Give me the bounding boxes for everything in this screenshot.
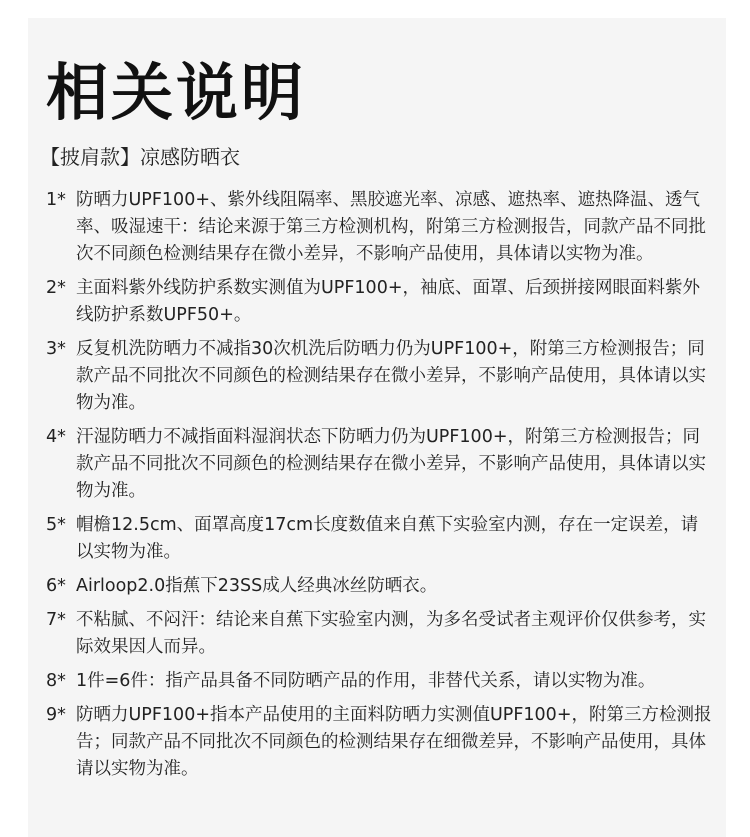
note-number: 1* [46,190,66,210]
note-number: 2* [46,278,66,298]
note-number: 8* [46,671,66,691]
note-text: 防晒力UPF100+指本产品使用的主面料防晒力实测值UPF100+，附第三方检测报告；同款产品不同批次不同颜色的检测结果存在细微差异，不影响产品使用，具体请以实物为准。 [76,705,712,779]
note-text: 主面料紫外线防护系数实测值为UPF100+，袖底、面罩、后颈拼接网眼面料紫外线防护系数UPF50+。 [76,278,700,325]
product-subtitle: 【披肩款】凉感防晒衣 [40,145,240,169]
list-item [40,424,712,505]
note-number: 5* [46,515,66,535]
note-text: Airloop2.0指蕉下23SS成人经典冰丝防晒衣。 [76,576,438,596]
list-item [40,275,712,329]
note-number: 7* [46,610,66,630]
page-title: 相关说明 [46,56,307,129]
list-item [40,187,712,268]
notes-list [40,187,712,790]
note-text: 1件=6件：指产品具备不同防晒产品的作用，非替代关系，请以实物为准。 [76,671,656,691]
note-text: 不粘腻、不闷汗：结论来自蕉下实验室内测，为多名受试者主观评价仅供参考，实际效果因人而异。 [76,610,706,657]
note-text: 反复机洗防晒力不减指30次机洗后防晒力仍为UPF100+，附第三方检测报告；同款产品不同批次不同颜色的检测结果存在微小差异，不影响产品使用，具体请以实物为准。 [76,339,706,413]
list-item [40,668,712,695]
list-item [40,336,712,417]
note-text: 帽檐12.5cm、面罩高度17cm长度数值来自蕉下实验室内测，存在一定误差，请以实物为准。 [76,515,699,562]
list-item [40,512,712,566]
list-item [40,607,712,661]
note-text: 防晒力UPF100+、紫外线阻隔率、黑胶遮光率、凉感、遮热率、遮热降温、透气率、吸湿速干：结论来源于第三方检测机构，附第三方检测报告，同款产品不同批次不同颜色检测结果存在微小差异，不影响产品使用，具体请以实物为准。 [76,190,706,264]
note-text: 汗湿防晒力不减指面料湿润状态下防晒力仍为UPF100+，附第三方检测报告；同款产品不同批次不同颜色的检测结果存在微小差异，不影响产品使用，具体请以实物为准。 [76,427,706,501]
list-item [40,702,712,783]
note-number: 4* [46,427,66,447]
list-item [40,573,712,600]
note-number: 6* [46,576,66,596]
note-number: 3* [46,339,66,359]
note-number: 9* [46,705,66,725]
